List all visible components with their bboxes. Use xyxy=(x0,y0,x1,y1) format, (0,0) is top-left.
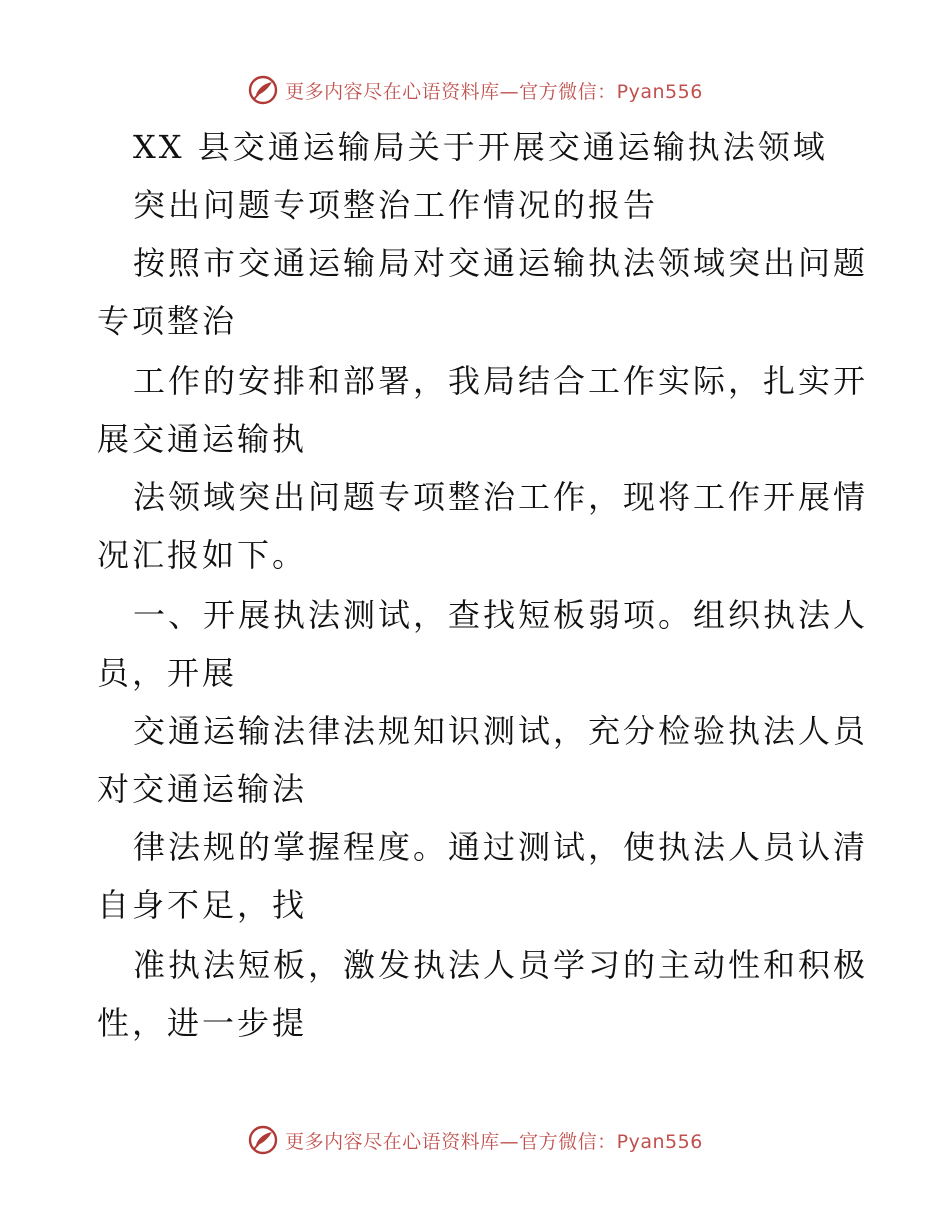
paragraph-line: 律法规的掌握程度。通过测试，使执法人员认清 xyxy=(133,828,869,866)
banner-text: 更多内容尽在心语资料库—官方微信：Pyan556 xyxy=(285,1130,703,1153)
paragraph-line: 专项整治 xyxy=(97,302,238,340)
paragraph-line: 交通运输法律法规知识测试，充分检验执法人员 xyxy=(133,712,869,750)
banner-text: 更多内容尽在心语资料库—官方微信：Pyan556 xyxy=(285,80,703,103)
paragraph-line: 对交通运输法 xyxy=(97,770,308,808)
sprout-seal-icon xyxy=(247,1124,279,1156)
paragraph-line: 性，进一步提 xyxy=(97,1004,308,1042)
doc-title-line-1: XX 县交通运输局关于开展交通运输执法领域 xyxy=(133,128,828,166)
paragraph-line: 员，开展 xyxy=(97,654,238,692)
footer-banner xyxy=(0,1120,950,1160)
paragraph-line: 法领域突出问题专项整治工作，现将工作开展情 xyxy=(133,478,869,516)
doc-title-line-2: 突出问题专项整治工作情况的报告 xyxy=(133,186,659,224)
paragraph-line: 况汇报如下。 xyxy=(97,536,308,574)
sprout-seal-icon xyxy=(247,74,279,106)
paragraph-line: 按照市交通运输局对交通运输执法领域突出问题 xyxy=(133,244,869,282)
paragraph-line: 自身不足，找 xyxy=(97,886,308,924)
paragraph-line: 展交通运输执 xyxy=(97,420,308,458)
paragraph-line: 一、开展执法测试，查找短板弱项。组织执法人 xyxy=(133,596,869,634)
paragraph-line: 工作的安排和部署，我局结合工作实际，扎实开 xyxy=(133,362,869,400)
paragraph-line: 准执法短板，激发执法人员学习的主动性和积极 xyxy=(133,946,869,984)
header-banner xyxy=(0,70,950,110)
